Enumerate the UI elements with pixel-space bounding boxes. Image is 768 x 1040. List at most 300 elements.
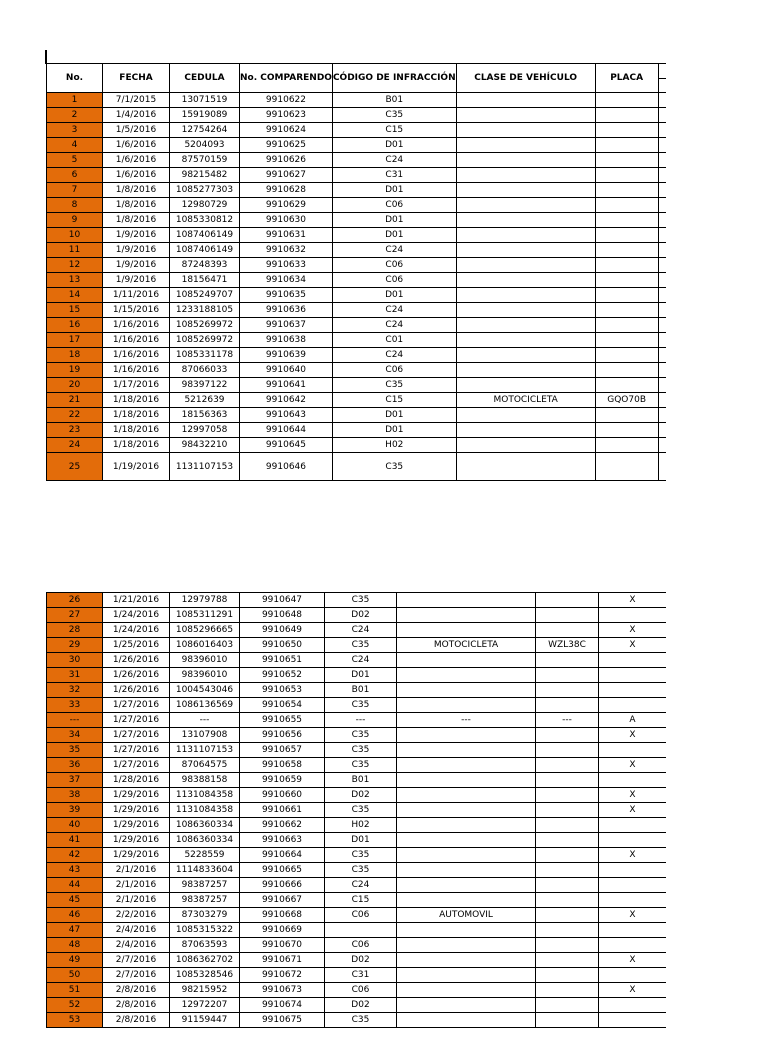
cell-comparendo: 9910641 [240, 378, 333, 393]
cell-clase [456, 333, 595, 348]
cell-placa [536, 593, 599, 608]
cell-codigo: H02 [325, 818, 397, 833]
cell-placa [595, 183, 658, 198]
cell-comparendo: 9910672 [240, 968, 325, 983]
cell-cancel [599, 1013, 667, 1028]
table-row [47, 123, 727, 138]
cell-cedula: 1085328546 [170, 968, 240, 983]
cell-codigo: C24 [325, 623, 397, 638]
cell-clase [397, 833, 536, 848]
cell-no: 8 [47, 198, 103, 213]
table-row [47, 608, 667, 623]
cell-fecha: 1/26/2016 [103, 683, 170, 698]
cell-clase [397, 818, 536, 833]
cell-codigo: C35 [325, 743, 397, 758]
cell-no: 22 [47, 408, 103, 423]
cell-placa [595, 348, 658, 363]
cell-fecha: 1/9/2016 [103, 243, 170, 258]
cell-clase [456, 168, 595, 183]
cell-fecha: 2/4/2016 [103, 923, 170, 938]
cell-fecha: 1/24/2016 [103, 623, 170, 638]
cell-codigo: C35 [325, 848, 397, 863]
cell-cedula: 1085269972 [170, 318, 240, 333]
cell-clase [397, 803, 536, 818]
cell-fecha: 1/18/2016 [103, 438, 170, 453]
table-row [47, 908, 667, 923]
cell-fecha: 1/6/2016 [103, 138, 170, 153]
cell-no: 14 [47, 288, 103, 303]
cell-fecha: 1/29/2016 [103, 818, 170, 833]
cell-placa [536, 803, 599, 818]
cell-cedula: 18156363 [170, 408, 240, 423]
cell-cedula: 1085311291 [170, 608, 240, 623]
cell-clase [397, 608, 536, 623]
cell-fecha: 1/24/2016 [103, 608, 170, 623]
cell-cancel [599, 893, 667, 908]
cell-clase [456, 273, 595, 288]
cell-comparendo: 9910638 [240, 333, 333, 348]
cell-cancel [599, 668, 667, 683]
cell-fecha: 2/1/2016 [103, 863, 170, 878]
cell-comparendo: 9910647 [240, 593, 325, 608]
cell-cancel [599, 923, 667, 938]
cell-codigo: B01 [325, 683, 397, 698]
cell-fecha: 1/27/2016 [103, 728, 170, 743]
table-row [47, 728, 667, 743]
cell-cedula: 13071519 [170, 93, 240, 108]
cell-cedula: 98215952 [170, 983, 240, 998]
table-row [47, 863, 667, 878]
cell-cedula: 1087406149 [170, 243, 240, 258]
cell-no: 32 [47, 683, 103, 698]
cell-placa [536, 698, 599, 713]
cell-codigo: C24 [332, 303, 456, 318]
cell-no: 24 [47, 438, 103, 453]
cell-codigo: C24 [332, 153, 456, 168]
cell-cancel [599, 683, 667, 698]
table-row [47, 288, 727, 303]
cell-fecha: 2/8/2016 [103, 983, 170, 998]
cell-comparendo: 9910663 [240, 833, 325, 848]
cell-fecha: 1/8/2016 [103, 183, 170, 198]
cell-codigo: D02 [325, 788, 397, 803]
cell-cedula: --- [170, 713, 240, 728]
cell-fecha: 1/27/2016 [103, 698, 170, 713]
cell-cancel [599, 608, 667, 623]
cell-cancel [599, 938, 667, 953]
table-row [47, 833, 667, 848]
cell-clase [397, 653, 536, 668]
cell-placa [595, 318, 658, 333]
table-row [47, 453, 727, 481]
cell-cedula: 13107908 [170, 728, 240, 743]
cell-codigo: C24 [332, 318, 456, 333]
table-row [47, 438, 727, 453]
cell-comparendo: 9910623 [240, 108, 333, 123]
cell-no: 12 [47, 258, 103, 273]
cell-comparendo: 9910635 [240, 288, 333, 303]
cell-placa [595, 378, 658, 393]
cell-cedula: 87303279 [170, 908, 240, 923]
table-row [47, 983, 667, 998]
table-row [47, 303, 727, 318]
cell-placa [595, 168, 658, 183]
cell-no: 31 [47, 668, 103, 683]
infractions-table-top [46, 63, 727, 481]
cell-codigo: D01 [332, 138, 456, 153]
cell-placa [595, 423, 658, 438]
cell-cedula: 1131107153 [170, 453, 240, 481]
cell-cedula: 12979788 [170, 593, 240, 608]
cell-no: 5 [47, 153, 103, 168]
cell-fecha: 1/9/2016 [103, 228, 170, 243]
cell-codigo: D01 [325, 833, 397, 848]
cell-placa [536, 968, 599, 983]
cell-cedula: 1085330812 [170, 213, 240, 228]
cell-placa [536, 983, 599, 998]
cell-cedula: 5212639 [170, 393, 240, 408]
cell-no: 40 [47, 818, 103, 833]
cell-fecha: 1/27/2016 [103, 758, 170, 773]
header-clase: CLASE DE VEHÍCULO [456, 64, 595, 93]
cell-cancel: X [599, 728, 667, 743]
cell-no: 44 [47, 878, 103, 893]
cell-cedula: 87066033 [170, 363, 240, 378]
table-row [47, 348, 727, 363]
header-cedula: CEDULA [170, 64, 240, 93]
cell-no: 37 [47, 773, 103, 788]
cell-cedula: 1086360334 [170, 818, 240, 833]
table-row [47, 923, 667, 938]
cell-fecha: 1/6/2016 [103, 168, 170, 183]
cell-placa [595, 198, 658, 213]
cell-cancel [599, 833, 667, 848]
cell-comparendo: 9910631 [240, 228, 333, 243]
cell-placa [536, 998, 599, 1013]
table-body-top [47, 93, 727, 481]
table-row [47, 183, 727, 198]
cell-comparendo: 9910644 [240, 423, 333, 438]
cell-no: 41 [47, 833, 103, 848]
cell-no: 6 [47, 168, 103, 183]
cell-cedula: 12997058 [170, 423, 240, 438]
cell-comparendo: 9910671 [240, 953, 325, 968]
cell-clase [456, 408, 595, 423]
cell-placa [536, 608, 599, 623]
cell-clase [397, 773, 536, 788]
cell-comparendo: 9910633 [240, 258, 333, 273]
cell-placa [536, 848, 599, 863]
cell-no: 4 [47, 138, 103, 153]
viewport-right-clip [666, 40, 768, 1040]
cell-placa [536, 938, 599, 953]
cell-comparendo: 9910651 [240, 653, 325, 668]
cell-cedula: 98397122 [170, 378, 240, 393]
table-row [47, 1013, 667, 1028]
cell-placa [595, 153, 658, 168]
cell-codigo: H02 [332, 438, 456, 453]
cell-cedula: 87570159 [170, 153, 240, 168]
cell-comparendo: 9910650 [240, 638, 325, 653]
cell-no: 11 [47, 243, 103, 258]
cell-placa [536, 863, 599, 878]
cell-no: 48 [47, 938, 103, 953]
cell-codigo: D02 [325, 608, 397, 623]
cell-comparendo: 9910670 [240, 938, 325, 953]
cell-codigo: C06 [325, 938, 397, 953]
cell-codigo: D01 [332, 423, 456, 438]
cell-comparendo: 9910637 [240, 318, 333, 333]
cell-cedula: 12972207 [170, 998, 240, 1013]
cell-placa [536, 893, 599, 908]
cell-fecha: 1/25/2016 [103, 638, 170, 653]
cell-placa [536, 758, 599, 773]
cell-cedula: 87063593 [170, 938, 240, 953]
cell-comparendo: 9910664 [240, 848, 325, 863]
cell-comparendo: 9910626 [240, 153, 333, 168]
cell-no: 21 [47, 393, 103, 408]
cell-codigo: C06 [332, 363, 456, 378]
table-row [47, 423, 727, 438]
table-row [47, 818, 667, 833]
cell-comparendo: 9910634 [240, 273, 333, 288]
cell-clase [397, 683, 536, 698]
cell-cedula: 1131084358 [170, 788, 240, 803]
cell-comparendo: 9910636 [240, 303, 333, 318]
table-row [47, 668, 667, 683]
cell-codigo: C06 [325, 983, 397, 998]
cell-cancel [599, 653, 667, 668]
cell-fecha: 1/16/2016 [103, 348, 170, 363]
table-row [47, 318, 727, 333]
cell-no: 49 [47, 953, 103, 968]
cell-fecha: 1/6/2016 [103, 153, 170, 168]
header-codigo: CÓDIGO DE INFRACCIÓN [332, 64, 456, 93]
cell-fecha: 2/7/2016 [103, 953, 170, 968]
cell-no: 16 [47, 318, 103, 333]
cell-fecha: 1/16/2016 [103, 318, 170, 333]
cell-fecha: 1/8/2016 [103, 213, 170, 228]
cell-clase [456, 228, 595, 243]
cell-comparendo: 9910658 [240, 758, 325, 773]
cell-codigo: C24 [325, 878, 397, 893]
table-row [47, 638, 667, 653]
header-fecha: FECHA [103, 64, 170, 93]
cell-codigo: C06 [325, 908, 397, 923]
cell-no: --- [47, 713, 103, 728]
cell-clase [397, 1013, 536, 1028]
cell-fecha: 1/15/2016 [103, 303, 170, 318]
cell-no: 50 [47, 968, 103, 983]
cell-cedula: 1131107153 [170, 743, 240, 758]
cell-codigo: C35 [325, 593, 397, 608]
cell-codigo: C35 [325, 638, 397, 653]
cell-placa: GQO70B [595, 393, 658, 408]
cell-clase [456, 348, 595, 363]
cell-clase [456, 258, 595, 273]
cell-clase [397, 668, 536, 683]
cell-no: 35 [47, 743, 103, 758]
cell-fecha: 1/18/2016 [103, 408, 170, 423]
cell-comparendo: 9910673 [240, 983, 325, 998]
table-row [47, 968, 667, 983]
cell-comparendo: 9910628 [240, 183, 333, 198]
header-comparendo: No. COMPARENDO [240, 64, 333, 93]
table-row [47, 93, 727, 108]
cell-placa [595, 273, 658, 288]
cell-comparendo: 9910669 [240, 923, 325, 938]
table-row [47, 848, 667, 863]
cell-no: 26 [47, 593, 103, 608]
cell-placa [536, 908, 599, 923]
cell-cancel: X [599, 803, 667, 818]
cell-fecha: 1/8/2016 [103, 198, 170, 213]
cell-placa [536, 623, 599, 638]
cell-clase [397, 623, 536, 638]
cell-cancel: A [599, 713, 667, 728]
cell-clase [456, 93, 595, 108]
cell-codigo: C15 [325, 893, 397, 908]
cell-placa [595, 243, 658, 258]
cell-placa [595, 138, 658, 153]
table-row [47, 108, 727, 123]
table-row [47, 273, 727, 288]
table-row [47, 243, 727, 258]
table-row [47, 713, 667, 728]
cell-cedula: 1004543046 [170, 683, 240, 698]
cell-codigo: C01 [332, 333, 456, 348]
cell-codigo: --- [325, 713, 397, 728]
table-row [47, 953, 667, 968]
cell-no: 10 [47, 228, 103, 243]
cell-codigo: C35 [325, 863, 397, 878]
cell-placa [595, 228, 658, 243]
cell-fecha: 1/28/2016 [103, 773, 170, 788]
cell-comparendo: 9910662 [240, 818, 325, 833]
cell-codigo: C06 [332, 258, 456, 273]
cell-comparendo: 9910656 [240, 728, 325, 743]
cell-cedula: 98215482 [170, 168, 240, 183]
cell-fecha: 7/1/2015 [103, 93, 170, 108]
cell-fecha: 1/16/2016 [103, 363, 170, 378]
cell-cedula: 98396010 [170, 653, 240, 668]
cell-no: 18 [47, 348, 103, 363]
cell-cedula: 5228559 [170, 848, 240, 863]
cell-codigo: C35 [325, 728, 397, 743]
cell-no: 28 [47, 623, 103, 638]
cell-comparendo: 9910630 [240, 213, 333, 228]
cell-cedula: 1085277303 [170, 183, 240, 198]
cell-codigo: C06 [332, 198, 456, 213]
cell-no: 34 [47, 728, 103, 743]
cell-cedula: 12980729 [170, 198, 240, 213]
cell-clase [397, 593, 536, 608]
cell-cedula: 1114833604 [170, 863, 240, 878]
table-row [47, 378, 727, 393]
cell-no: 25 [47, 453, 103, 481]
cell-codigo [325, 923, 397, 938]
cell-clase: MOTOCICLETA [397, 638, 536, 653]
table-row [47, 393, 727, 408]
cell-codigo: C35 [332, 453, 456, 481]
cell-comparendo: 9910627 [240, 168, 333, 183]
cell-cancel [599, 743, 667, 758]
cell-fecha: 1/9/2016 [103, 258, 170, 273]
cell-fecha: 2/7/2016 [103, 968, 170, 983]
cell-codigo: D02 [325, 953, 397, 968]
cell-cedula: 1085249707 [170, 288, 240, 303]
cell-clase: --- [397, 713, 536, 728]
cell-clase [456, 153, 595, 168]
cell-cedula: 15919089 [170, 108, 240, 123]
cell-placa [595, 453, 658, 481]
cell-clase [456, 138, 595, 153]
cell-cedula: 98388158 [170, 773, 240, 788]
cell-comparendo: 9910667 [240, 893, 325, 908]
cell-clase [397, 848, 536, 863]
cell-cedula: 1086136569 [170, 698, 240, 713]
cell-codigo: D01 [332, 408, 456, 423]
cell-no: 45 [47, 893, 103, 908]
table-row [47, 138, 727, 153]
cell-codigo: C35 [325, 803, 397, 818]
cell-fecha: 1/29/2016 [103, 803, 170, 818]
cell-codigo: C24 [332, 243, 456, 258]
header-no: No. [47, 64, 103, 93]
cell-placa [536, 683, 599, 698]
cell-comparendo: 9910675 [240, 1013, 325, 1028]
table-row [47, 998, 667, 1013]
cell-no: 2 [47, 108, 103, 123]
cell-comparendo: 9910661 [240, 803, 325, 818]
cell-no: 17 [47, 333, 103, 348]
cell-codigo: C35 [325, 1013, 397, 1028]
cell-fecha: 2/2/2016 [103, 908, 170, 923]
cell-placa [536, 728, 599, 743]
cell-no: 39 [47, 803, 103, 818]
cell-no: 36 [47, 758, 103, 773]
cell-cancel: X [599, 848, 667, 863]
cell-cedula: 98396010 [170, 668, 240, 683]
cell-fecha: 2/1/2016 [103, 893, 170, 908]
cell-fecha: 1/9/2016 [103, 273, 170, 288]
cell-fecha: 1/21/2016 [103, 593, 170, 608]
cell-cedula: 12754264 [170, 123, 240, 138]
cell-cedula: 1085331178 [170, 348, 240, 363]
cell-codigo: D01 [325, 668, 397, 683]
cell-fecha: 2/4/2016 [103, 938, 170, 953]
cell-placa [595, 408, 658, 423]
cell-fecha: 1/18/2016 [103, 423, 170, 438]
cell-clase [456, 378, 595, 393]
cell-cancel: X [599, 758, 667, 773]
cell-placa [536, 1013, 599, 1028]
cell-clase [456, 423, 595, 438]
cell-clase [397, 953, 536, 968]
cell-no: 52 [47, 998, 103, 1013]
cell-comparendo: 9910640 [240, 363, 333, 378]
cell-fecha: 1/29/2016 [103, 833, 170, 848]
cell-placa [595, 438, 658, 453]
cell-no: 30 [47, 653, 103, 668]
cell-codigo: C06 [332, 273, 456, 288]
cell-no: 27 [47, 608, 103, 623]
cell-no: 43 [47, 863, 103, 878]
cell-no: 7 [47, 183, 103, 198]
cell-placa [595, 213, 658, 228]
cell-cedula: 98387257 [170, 878, 240, 893]
cell-comparendo: 9910655 [240, 713, 325, 728]
